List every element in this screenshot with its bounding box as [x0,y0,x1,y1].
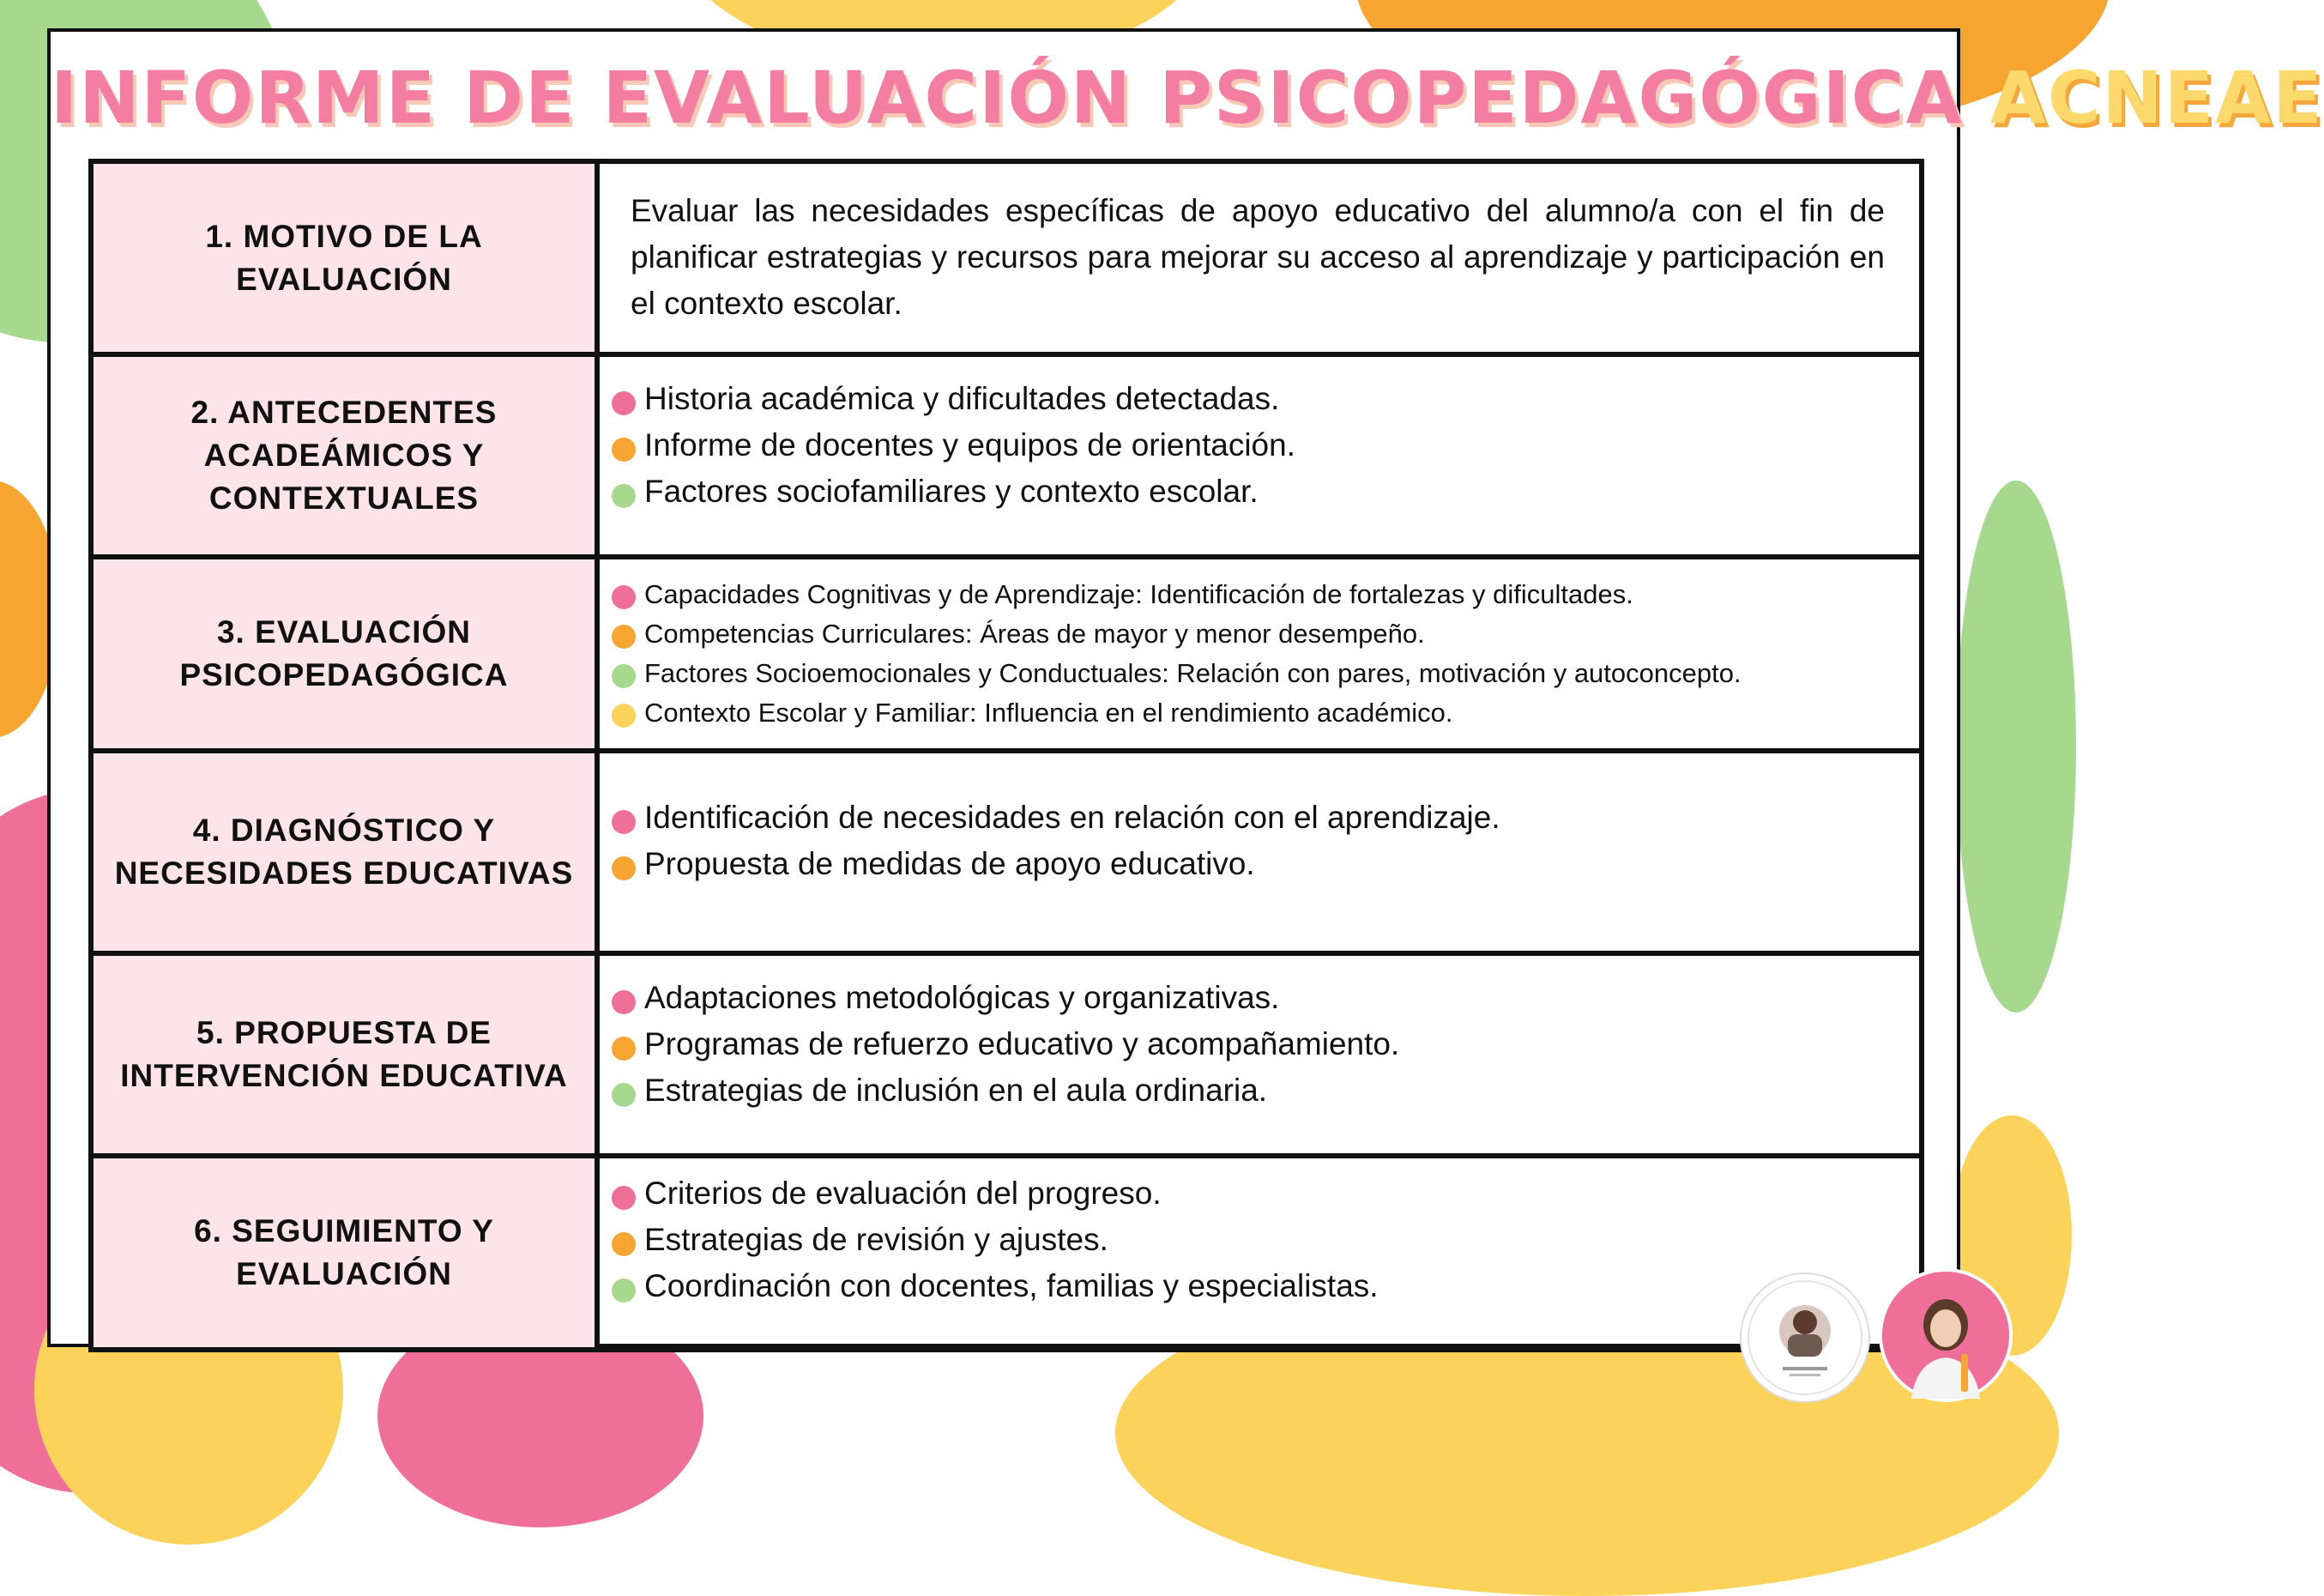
bullet-dot-icon [612,438,636,462]
list-item-text: Informe de docentes y equipos de orientación. [644,427,1295,462]
section-label: 4. DIAGNÓSTICO Y NECESIDADES EDUCATIVAS [91,751,597,953]
table-row [91,354,1922,557]
list-item [612,469,1893,515]
list-item-text: Capacidades Cognitivas y de Aprendizaje: Identificación de fortalezas y dificultades. [644,579,1633,609]
list-item [612,975,1893,1021]
table-row [91,557,1922,751]
bullet-dot-icon [612,810,636,834]
bullet-list [612,795,1893,887]
list-item [612,654,1893,693]
section-paragraph: Evaluar las necesidades específicas de apoyo educativo del alumno/a con el fin de planificar estrategias y recursos para mejorar su acceso al aprendizaje y participación en el contexto escolar. [631,193,1885,321]
teacher-logo-icon [1741,1274,1868,1401]
list-item-text: Historia académica y dificultades detectadas. [644,381,1280,416]
table-row [91,751,1922,953]
list-item [612,1067,1893,1114]
bullet-dot-icon [612,484,636,508]
list-item [612,693,1893,733]
list-item [612,1263,1893,1309]
bullet-list [612,376,1893,515]
report-table [88,159,1924,1352]
section-content [597,557,1922,751]
section-content [597,161,1922,354]
bg-green-blob-right [1956,481,2076,1013]
bullet-dot-icon [612,1279,636,1303]
section-label: 5. PROPUESTA DE INTERVENCIÓN EDUCATIVA [91,953,597,1156]
title-accent: ACNEAE [1989,56,2324,140]
list-item-text: Adaptaciones metodológicas y organizativas. [644,980,1280,1015]
list-item [612,614,1893,654]
list-item-text: Estrategias de revisión y ajustes. [644,1222,1108,1257]
section-label: 1. MOTIVO DE LA EVALUACIÓN [91,161,597,354]
list-item-text: Competencias Curriculares: Áreas de mayor y menor desempeño. [644,619,1425,649]
report-sheet [47,28,2324,1347]
bullet-dot-icon [612,704,636,728]
section-content [597,953,1922,1156]
section-label: 3. EVALUACIÓN PSICOPEDAGÓGICA [91,557,597,751]
list-item-text: Propuesta de medidas de apoyo educativo. [644,846,1255,881]
list-item [612,1170,1893,1217]
bullet-dot-icon [612,1083,636,1107]
list-item [612,1021,1893,1067]
section-content [597,751,1922,953]
bullet-list [612,1170,1893,1309]
bullet-list [612,575,1893,733]
section-label: 2. ANTECEDENTES ACADEÁMICOS Y CONTEXTUALES [91,354,597,557]
list-item-text: Coordinación con docentes, familias y especialistas. [644,1268,1379,1303]
list-item-text: Factores Socioemocionales y Conductuales: Relación con pares, motivación y autoconcepto. [644,658,1741,688]
list-item [612,575,1893,614]
table-row [91,161,1922,354]
bullet-dot-icon [612,1037,636,1061]
bullet-dot-icon [612,391,636,415]
title-main: INFORME DE EVALUACIÓN PSICOPEDAGÓGICA [51,56,1964,140]
bullet-dot-icon [612,585,636,609]
table-row [91,953,1922,1156]
bullet-dot-icon [612,664,636,688]
list-item-text: Estrategias de inclusión en el aula ordinaria. [644,1073,1268,1108]
list-item [612,841,1893,887]
bullet-dot-icon [612,990,636,1014]
list-item [612,795,1893,841]
list-item-text: Contexto Escolar y Familiar: Influencia en el rendimiento académico. [644,698,1453,728]
list-item-text: Identificación de necesidades en relación con el aprendizaje. [644,800,1500,835]
table-row [91,1156,1922,1350]
report-title [51,56,2324,140]
section-content [597,354,1922,557]
section-content [597,1156,1922,1350]
list-item-text: Criterios de evaluación del progreso. [644,1176,1162,1211]
list-item-text: Programas de refuerzo educativo y acompañamiento. [644,1026,1400,1061]
bullet-dot-icon [612,1186,636,1210]
list-item-text: Factores sociofamiliares y contexto escolar. [644,474,1259,509]
bullet-dot-icon [612,1232,636,1256]
list-item [612,422,1893,469]
bullet-dot-icon [612,625,636,649]
bullet-dot-icon [612,856,636,880]
teacher-portrait-icon [1879,1268,2013,1402]
bullet-list [612,975,1893,1114]
section-label: 6. SEGUIMIENTO Y EVALUACIÓN [91,1156,597,1350]
list-item [612,1217,1893,1263]
list-item [612,376,1893,422]
